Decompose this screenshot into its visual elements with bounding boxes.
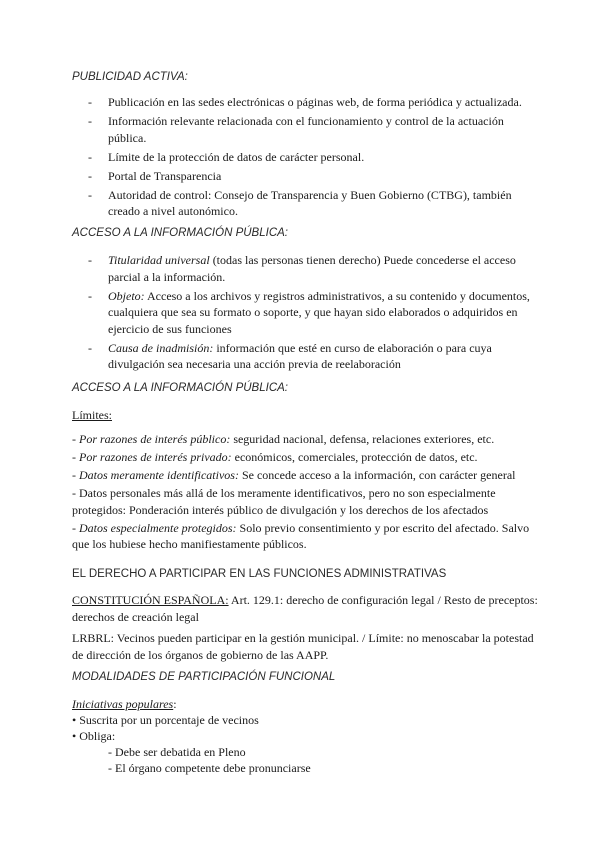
limites-list	[72, 431, 542, 553]
list-item: • Obliga:	[72, 729, 116, 743]
constitucion-paragraph: CONSTITUCIÓN ESPAÑOLA: Art. 129.1: derecho de configuración legal / Resto de preceptos: derechos de creación legal	[72, 593, 538, 624]
heading-modalidades: MODALIDADES DE PARTICIPACIÓN FUNCIONAL	[72, 671, 336, 683]
publicidad-list	[72, 94, 542, 222]
list-item: - Portal de Transparencia	[88, 168, 222, 183]
list-item: - Debe ser debatida en Pleno	[108, 745, 246, 759]
limite-item: - Datos especialmente protegidos: Solo previo consentimiento y por escrito del afectado. Salvo que los hubiese hecho manifiestamente públicos.	[72, 520, 530, 551]
heading-publicidad-activa: PUBLICIDAD ACTIVA:	[72, 71, 188, 83]
list-item: - Autoridad de control: Consejo de Transparencia y Buen Gobierno (CTBG), también creado a nivel autonómico.	[88, 187, 512, 218]
list-item: - Causa de inadmisión: información que esté en curso de elaboración o para cuya divulgación sea necesaria una acción previa de reelaboración	[88, 340, 492, 371]
list-item: • Suscrita por un porcentaje de vecinos	[72, 713, 259, 727]
acceso-list	[72, 252, 542, 375]
list-item: - Titularidad universal (todas las personas tienen derecho) Puede concederse el acceso parcial a la información.	[88, 253, 516, 284]
iniciativas-label: Iniciativas populares:	[72, 697, 177, 711]
list-item: - El órgano competente debe pronunciarse	[108, 761, 311, 775]
list-item: - Información relevante relacionada con el funcionamiento y control de la actuación pública.	[88, 114, 504, 145]
list-item: - Objeto: Acceso a los archivos y registros administrativos, a su contenido y documentos, cualquiera que sea su formato o soporte, y que hayan sido elaborados o adquiridos en ejercicio de sus funciones	[88, 288, 530, 336]
list-item: - Publicación en las sedes electrónicas o páginas web, de forma periódica y actualizada.	[88, 95, 522, 109]
limite-item: - Datos personales más allá de los meramente identificativos, pero no son especialmente protegidos: Ponderación interés público de divulgación y los derechos de los afectados	[72, 486, 496, 517]
heading-acceso-informacion-limites: ACCESO A LA INFORMACIÓN PÚBLICA:	[72, 382, 288, 394]
limite-item: - Por razones de interés público: seguridad nacional, defensa, relaciones exteriores, etc.	[72, 432, 495, 446]
list-item: - Límite de la protección de datos de carácter personal.	[88, 149, 365, 164]
heading-derecho-participar: EL DERECHO A PARTICIPAR EN LAS FUNCIONES ADMINISTRATIVAS	[72, 568, 447, 580]
limite-item: - Por razones de interés privado: económicos, comerciales, protección de datos, etc.	[72, 450, 478, 464]
limite-item: - Datos meramente identificativos: Se concede acceso a la información, con carácter general	[72, 468, 516, 482]
lrbrl-paragraph: LRBRL: Vecinos pueden participar en la gestión municipal. / Límite: no menoscabar la potestad de dirección de los órganos de gobierno de las AAPP.	[72, 631, 534, 662]
heading-acceso-informacion: ACCESO A LA INFORMACIÓN PÚBLICA:	[72, 227, 288, 239]
limites-title: Límites:	[72, 408, 112, 422]
